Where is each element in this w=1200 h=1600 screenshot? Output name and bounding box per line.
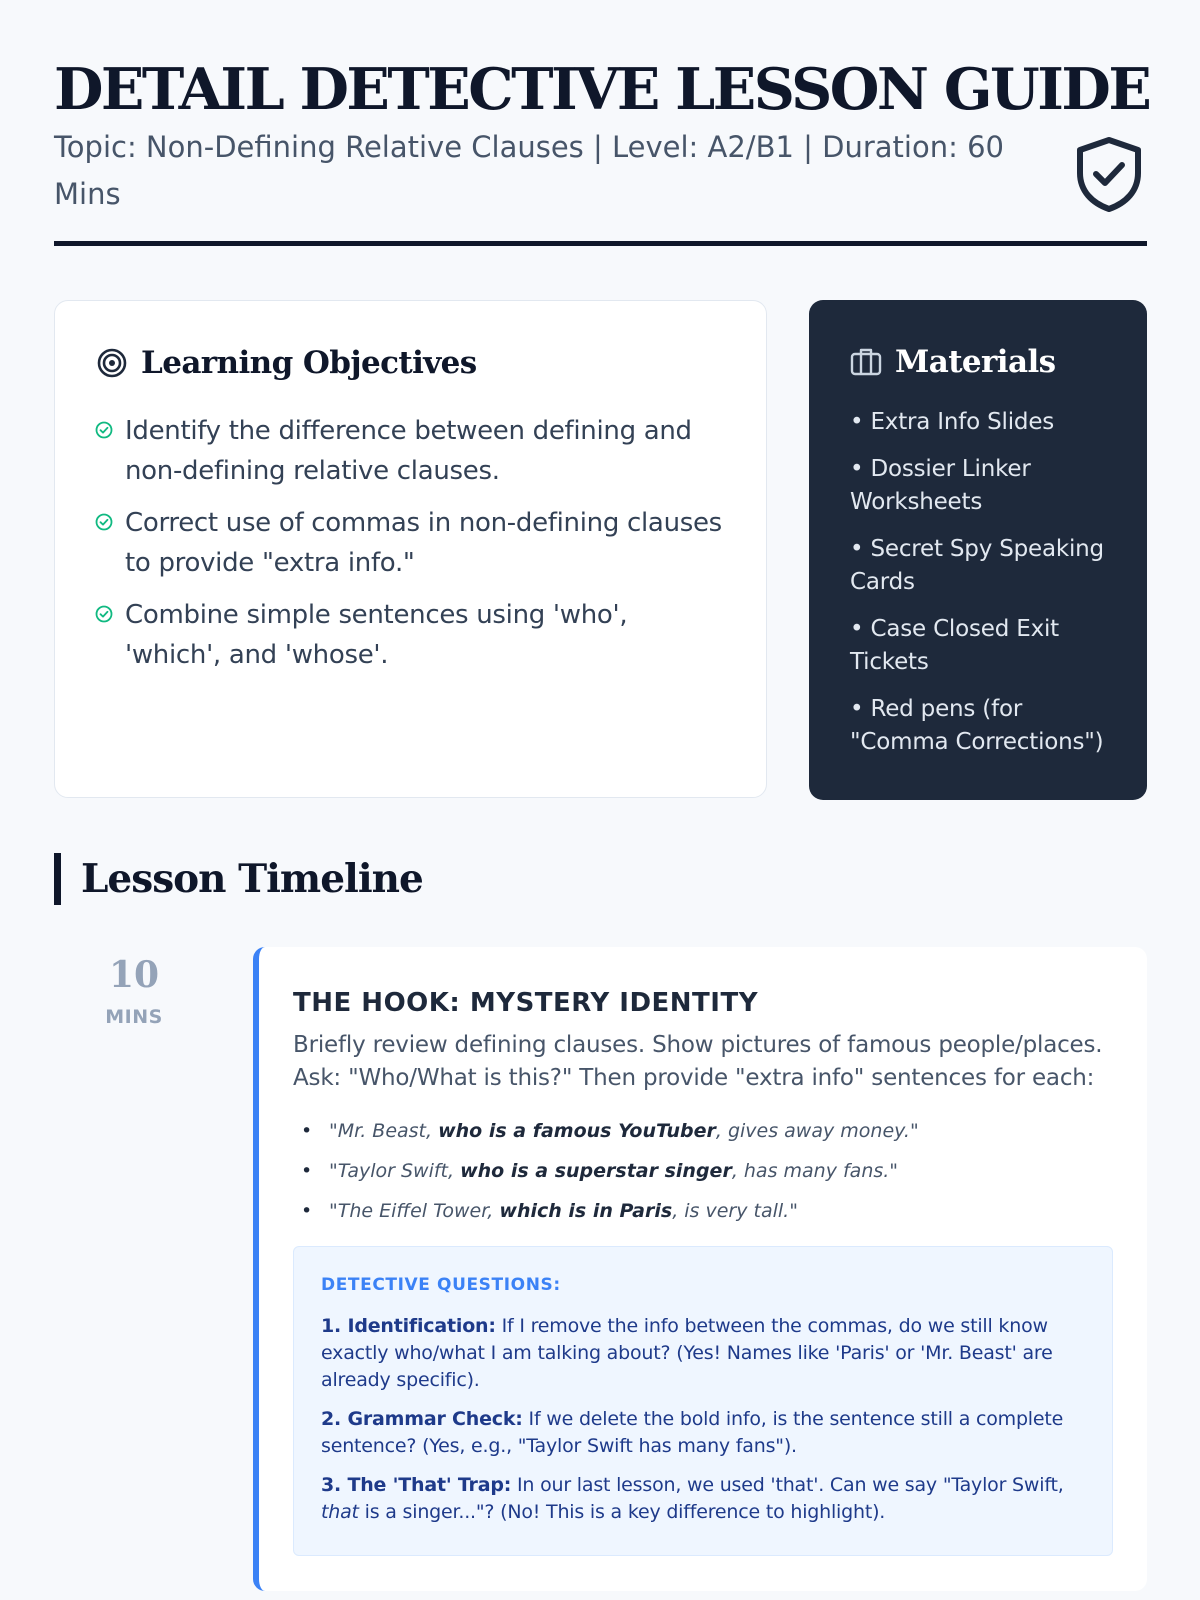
material-item: • Dossier Linker Worksheets <box>850 456 1031 515</box>
material-item: • Red pens (for "Comma Corrections") <box>850 696 1104 755</box>
materials-heading-text: Materials <box>895 344 1056 380</box>
page-header <box>54 54 1150 246</box>
section-accent-bar <box>54 853 61 905</box>
material-item: • Extra Info Slides <box>850 409 1055 435</box>
lesson-guide-page <box>54 0 1150 1600</box>
shield-check-icon <box>1074 135 1144 213</box>
objective-text: Identify the difference between defining and non-defining relative clauses. <box>125 416 692 486</box>
example-sentences-list <box>293 1111 1113 1231</box>
objective-text: Combine simple sentences using 'who', 'which', and 'whose'. <box>125 600 628 670</box>
objective-item <box>95 595 725 675</box>
detective-questions-list <box>321 1313 1081 1538</box>
objective-text: Correct use of commas in non-defining clauses to provide "extra info." <box>125 508 722 578</box>
example-sentence: • "Mr. Beast, who is a famous YouTuber, gives away money." <box>293 1111 1113 1151</box>
step-title: THE HOOK: MYSTERY IDENTITY <box>293 988 759 1018</box>
timeline-step-card <box>253 947 1147 1591</box>
timeline-heading-text: Lesson Timeline <box>81 856 423 902</box>
detective-questions-label: DETECTIVE QUESTIONS: <box>321 1275 561 1295</box>
page-subtitle: Topic: Non-Defining Relative Clauses | Level: A2/B1 | Duration: 60 Mins <box>54 130 1004 211</box>
objectives-list <box>95 411 725 687</box>
materials-card <box>809 300 1147 800</box>
material-item: • Secret Spy Speaking Cards <box>850 536 1104 595</box>
objective-item <box>95 411 725 491</box>
detective-questions-box <box>293 1246 1113 1556</box>
objectives-heading-text: Learning Objectives <box>141 345 477 381</box>
step-description: Briefly review defining clauses. Show pictures of famous people/places. Ask: "Who/What is this?" Then provide "extra info" sentences for each: <box>293 1032 1103 1091</box>
check-circle-icon <box>95 605 113 623</box>
learning-objectives-card <box>54 300 767 798</box>
question-item: 2. Grammar Check: If we delete the bold info, is the sentence still a complete sentence? (Yes, e.g., "Taylor Swift has many fans"). <box>321 1408 1064 1457</box>
check-circle-icon <box>95 421 113 439</box>
example-sentence: • "Taylor Swift, who is a superstar singer, has many fans." <box>293 1151 1113 1191</box>
question-item: 3. The 'That' Trap: In our last lesson, we used 'that'. Can we say "Taylor Swift, that is a singer..."? (No! This is a key difference to highlight). <box>321 1474 1064 1523</box>
header-divider <box>54 241 1147 246</box>
target-icon <box>96 347 128 379</box>
step-duration <box>54 950 214 1028</box>
page-title: DETAIL DETECTIVE LESSON GUIDE <box>54 56 1150 123</box>
check-circle-icon <box>95 513 113 531</box>
objective-item <box>95 503 725 583</box>
material-item: • Case Closed Exit Tickets <box>850 616 1059 675</box>
duration-unit: MINS <box>105 1006 163 1028</box>
question-item: 1. Identification: If I remove the info between the commas, do we still know exactly who/what I am talking about? (Yes! Names like 'Paris' or 'Mr. Beast' are already specific). <box>321 1315 1053 1391</box>
example-sentence: • "The Eiffel Tower, which is in Paris, is very tall." <box>293 1191 1113 1231</box>
materials-list <box>850 406 1120 773</box>
briefcase-icon <box>850 346 882 378</box>
duration-value: 10 <box>108 954 160 996</box>
